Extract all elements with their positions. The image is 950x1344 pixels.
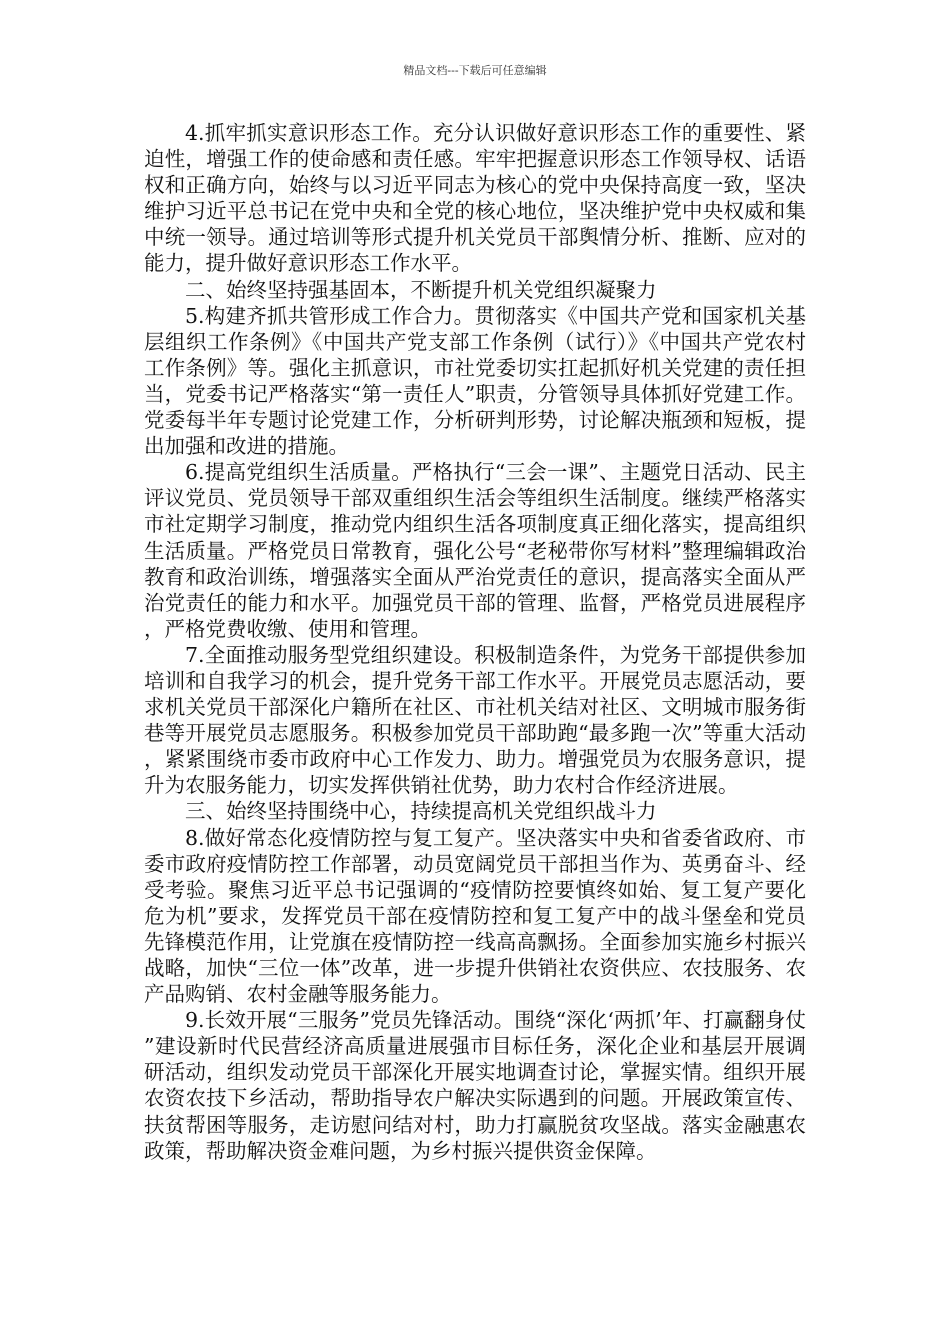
section-heading-3: 三、始终坚持围绕中心，持续提高机关党组织战斗力	[185, 799, 657, 824]
page-header: 精品文档---下载后可任意编辑	[403, 64, 547, 77]
paragraph-7: 7.全面推动服务型党组织建设。积极制造条件，为党务干部提供参加培训和自我学习的机会，提升党务干部工作水平。开展党员志愿活动，要求机关党员干部深化户籍所在社区、市社机关结对社区、文明城市服务街巷等开展党员志愿服务。积极参加党员干部助跑“最多跑一次”等重大活动，紧紧围绕市委市政府中心工作发力、助力。增强党员为农服务意识，提升为农服务能力，切实发挥供销社优势，助力农村合作经济进展。	[144, 642, 806, 798]
paragraph-5: 5.构建齐抓共管形成工作合力。贯彻落实《中国共产党和国家机关基层组织工作条例》《中国共产党支部工作条例（试行）》《中国共产党农村工作条例》等。强化主抓意识，市社党委切实扛起抓好机关党建的责任担当，党委书记严格落实“第一责任人”职责，分管领导具体抓好党建工作。党委每半年专题讨论党建工作，分析研判形势，讨论解决瓶颈和短板，提出加强和改进的措施。	[144, 303, 806, 459]
paragraph-8: 8.做好常态化疫情防控与复工复产。坚决落实中央和省委省政府、市委市政府疫情防控工作部署，动员宽阔党员干部担当作为、英勇奋斗、经受考验。聚焦习近平总书记强调的“疫情防控要慎终如始、复工复产要化危为机”要求，发挥党员干部在疫情防控和复工复产中的战斗堡垒和党员先锋模范作用，让党旗在疫情防控一线高高飘扬。全面参加实施乡村振兴战略，加快“三位一体”改革，进一步提升供销社农资供应、农技服务、农产品购销、农村金融等服务能力。	[144, 825, 806, 1007]
paragraph-6: 6.提高党组织生活质量。严格执行“三会一课”、主题党日活动、民主评议党员、党员领导干部双重组织生活会等组织生活制度。继续严格落实市社定期学习制度，推动党内组织生活各项制度真正细化落实，提高组织生活质量。严格党员日常教育，强化公号“老秘带你写材料”整理编辑政治教育和政治训练，增强落实全面从严治党责任的意识，提高落实全面从严治党责任的能力和水平。加强党员干部的管理、监督，严格党员进展程序，严格党费收缴、使用和管理。	[144, 460, 806, 641]
paragraph-4: 4.抓牢抓实意识形态工作。充分认识做好意识形态工作的重要性、紧迫性，增强工作的使命感和责任感。牢牢把握意识形态工作领导权、话语权和正确方向，始终与以习近平同志为核心的党中央保持高度一致，坚决维护习近平总书记在党中央和全党的核心地位，坚决维护党中央权威和集中统一领导。通过培训等形式提升机关党员干部舆情分析、推断、应对的能力，提升做好意识形态工作水平。	[144, 121, 806, 276]
paragraph-9: 9.长效开展“三服务”党员先锋活动。围绕“深化‘两抓’年、打赢翻身仗”建设新时代民营经济高质量进展强市目标任务，深化企业和基层开展调研活动，组织发动党员干部深化开展实地调查讨论，掌握实情。组织开展农资农技下乡活动，帮助指导农户解决实际遇到的问题。开展政策宣传、扶贫帮困等服务，走访慰问结对村，助力打赢脱贫攻坚战。落实金融惠农政策，帮助解决资金难问题，为乡村振兴提供资金保障。	[144, 1008, 806, 1163]
section-heading-2: 二、始终坚持强基固本，不断提升机关党组织凝聚力	[185, 277, 657, 302]
document-body	[144, 120, 806, 1164]
